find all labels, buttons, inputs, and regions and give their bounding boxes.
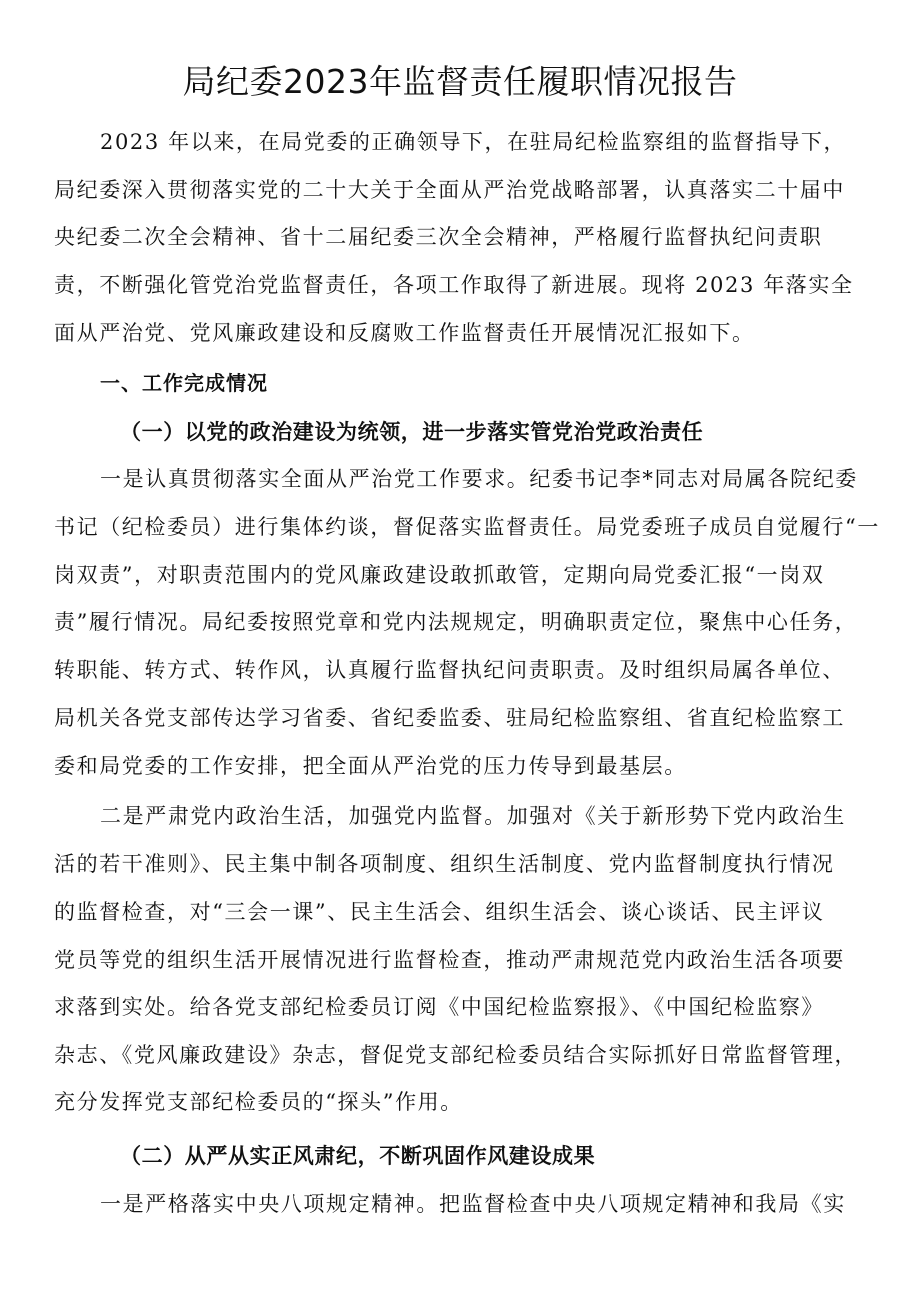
intro-line: 局纪委深入贯彻落实党的二十大关于全面从严治党战略部署，认真落实二十届中 (54, 178, 845, 202)
paragraph-line: 充分发挥党支部纪检委员的“探头”作用。 (54, 1090, 463, 1114)
paragraph-line: 转职能、转方式、转作风，认真履行监督执纪问责职责。及时组织局属各单位、 (54, 658, 845, 682)
paragraph-line: 责”履行情况。局纪委按照党章和党内法规规定，明确职责定位，聚焦中心任务， (54, 610, 858, 634)
intro-line: 2023 年以来，在局党委的正确领导下，在驻局纪检监察组的监督指导下， (100, 130, 847, 154)
paragraph-line: 岗双责”，对职责范围内的党风廉政建设敢抓敢管，定期向局党委汇报“一岗双 (54, 563, 825, 587)
paragraph-line: 委和局党委的工作安排，把全面从严治党的压力传导到最基层。 (54, 754, 687, 778)
paragraph-line: 的监督检查，对“三会一课”、民主生活会、组织生活会、谈心谈话、民主评议 (54, 900, 825, 924)
paragraph-line: 杂志、《党风廉政建设》杂志，督促党支部纪检委员结合实际抓好日常监督管理， (54, 1043, 858, 1067)
intro-line: 责，不断强化管党治党监督责任，各项工作取得了新进展。现将 2023 年落实全 (54, 273, 854, 297)
subsection-heading: （二）从严从实正风肃纪，不断巩固作风建设成果 (120, 1144, 596, 1168)
document-title: 局纪委2023年监督责任履职情况报告 (182, 62, 738, 101)
paragraph-line: 一是严格落实中央八项规定精神。把监督检查中央八项规定精神和我局《实 (100, 1192, 846, 1216)
paragraph-line: 局机关各党支部传达学习省委、省纪委监委、驻局纪检监察组、省直纪检监察工 (54, 706, 845, 730)
paragraph-line: 书记（纪检委员）进行集体约谈，督促落实监督责任。局党委班子成员自觉履行“一 (54, 515, 880, 539)
subsection-heading: （一）以党的政治建设为统领，进一步落实管党治党政治责任 (120, 420, 704, 444)
paragraph-line: 党员等党的组织生活开展情况进行监督检查，推动严肃规范党内政治生活各项要 (54, 948, 845, 972)
intro-line: 面从严治党、党风廉政建设和反腐败工作监督责任开展情况汇报如下。 (54, 321, 755, 345)
paragraph-line: 一是认真贯彻落实全面从严治党工作要求。纪委书记李*同志对局属各院纪委 (100, 467, 858, 491)
paragraph-line: 求落到实处。给各党支部纪检委员订阅《中国纪检监察报》、《中国纪检监察》 (54, 995, 824, 1019)
section-heading: 一、工作完成情况 (100, 371, 268, 395)
paragraph-line: 活的若干准则》、民主集中制各项制度、组织生活制度、党内监督制度执行情况 (54, 852, 835, 876)
paragraph-line: 二是严肃党内政治生活，加强党内监督。加强对《关于新形势下党内政治生 (100, 804, 846, 828)
intro-line: 央纪委二次全会精神、省十二届纪委三次全会精神，严格履行监督执纪问责职 (54, 225, 823, 249)
